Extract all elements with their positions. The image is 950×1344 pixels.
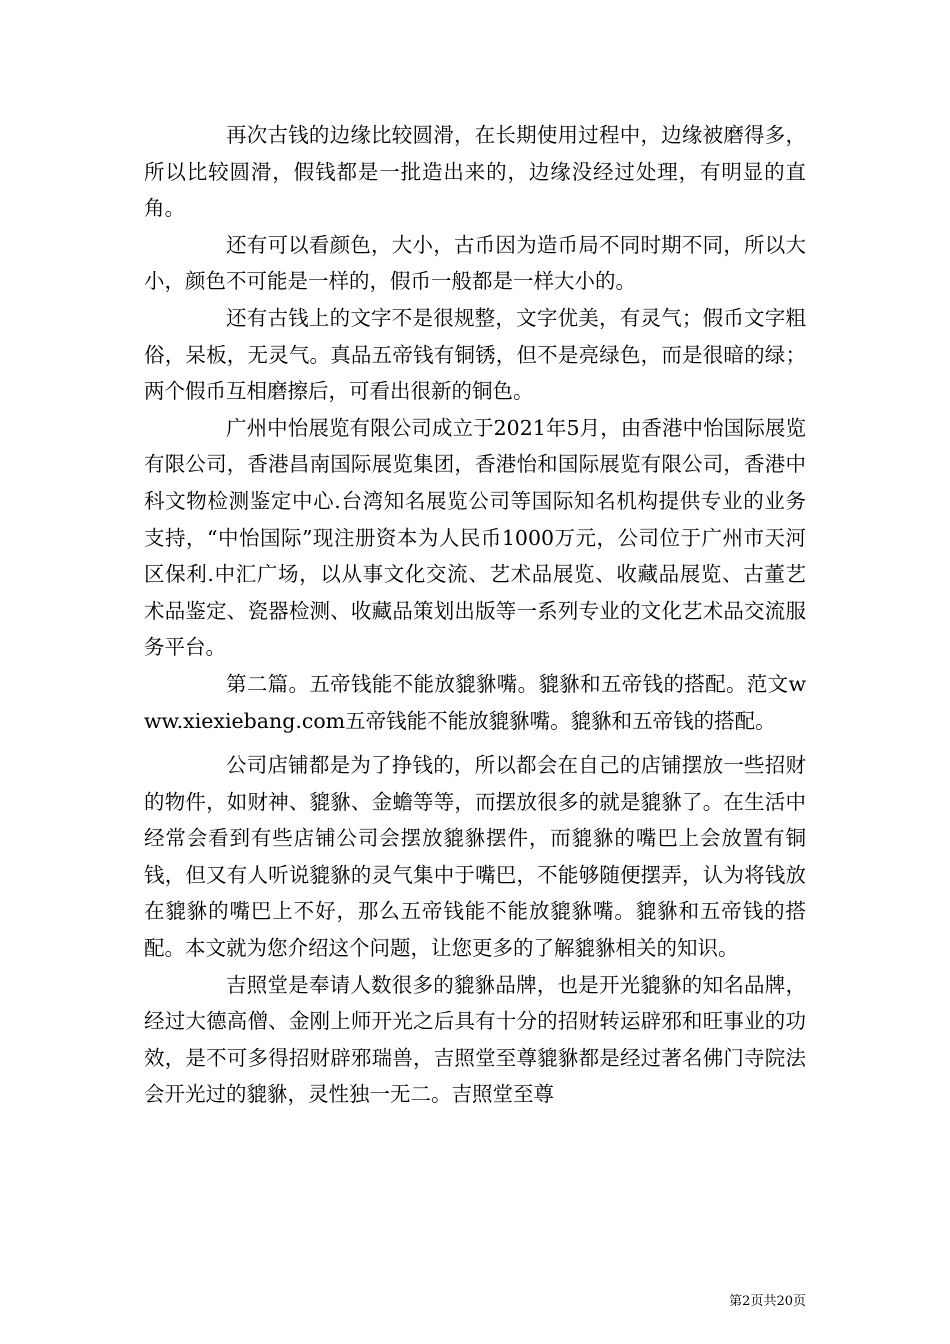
paragraph-color-size: 还有可以看颜色，大小，古币因为造币局不同时期不同，所以大小，颜色不可能是一样的，假币一般都是一样大小的。	[144, 232, 806, 294]
paragraph-edge: 再次古钱的边缘比较圆滑，在长期使用过程中，边缘被磨得多，所以比较圆滑，假钱都是一批造出来的，边缘没经过处理，有明显的直角。	[144, 123, 806, 221]
paragraph-jizhaotang: 吉照堂是奉请人数很多的貔貅品牌，也是开光貔貅的知名品牌，经过大德高僧、金刚上师开光之后具有十分的招财转运辟邪和旺事业的功效，是不可多得招财辟邪瑞兽，吉照堂至尊貔貅都是经过著名佛门寺院法会开光过的貔貅，灵性独一无二。吉照堂至尊	[144, 972, 806, 1107]
paragraph-company: 广州中怡展览有限公司成立于2021年5月，由香港中怡国际展览有限公司，香港昌南国际展览集团，香港怡和国际展览有限公司，香港中科文物检测鉴定中心.台湾知名展览公司等国际知名机构提供专业的业务支持，“中怡国际”现注册资本为人民币1000万元，公司位于广州市天河区保利.中汇广场，以从事文化交流、艺术品展览、收藏品展览、古董艺术品鉴定、瓷器检测、收藏品策划出版等一系列专业的文化艺术品交流服务平台。	[144, 415, 806, 660]
paragraph-shop-pixiu: 公司店铺都是为了挣钱的，所以都会在自己的店铺摆放一些招财的物件，如财神、貔貅、金蟾等等，而摆放很多的就是貔貅了。在生活中经常会看到有些店铺公司会摆放貔貅摆件，而貔貅的嘴巴上会放置有铜钱，但又有人听说貔貅的灵气集中于嘴巴，不能够随便摆弄，认为将钱放在貔貅的嘴巴上不好，那么五帝钱能不能放貔貅嘴。貔貅和五帝钱的搭配。本文就为您介绍这个问题，让您更多的了解貔貅相关的知识。	[144, 753, 806, 961]
page-number-footer: 第2页共20页	[729, 1294, 806, 1309]
paragraph-inscription: 还有古钱上的文字不是很规整，文字优美，有灵气；假币文字粗俗，呆板，无灵气。真品五帝钱有铜锈，但不是亮绿色，而是很暗的绿；两个假币互相磨擦后，可看出很新的铜色。	[144, 305, 806, 404]
document-body	[144, 117, 806, 1113]
paragraph-section-heading: 第二篇。五帝钱能不能放貔貅嘴。貔貅和五帝钱的搭配。范文www.xiexiebang.com五帝钱能不能放貔貅嘴。貔貅和五帝钱的搭配。	[144, 671, 806, 733]
